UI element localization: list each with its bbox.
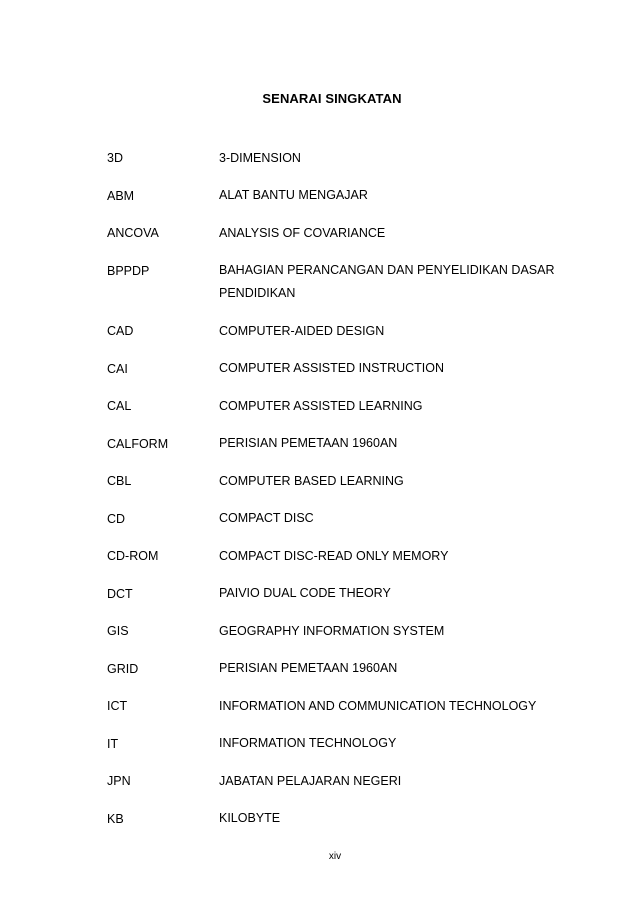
abbreviation-row <box>107 585 567 606</box>
abbreviation-term: CAD <box>107 324 134 338</box>
abbreviation-term: CAL <box>107 399 132 413</box>
abbreviation-row <box>107 510 567 531</box>
abbreviation-definition: COMPUTER ASSISTED LEARNING <box>219 398 423 413</box>
abbreviation-definition: COMPUTER ASSISTED INSTRUCTION <box>219 361 445 375</box>
abbreviation-term: CD-ROM <box>107 549 159 563</box>
abbreviation-definition: COMPUTER BASED LEARNING <box>219 473 404 488</box>
abbreviation-list <box>107 149 567 847</box>
abbreviation-definition: GEOGRAPHY INFORMATION SYSTEM <box>219 623 445 638</box>
abbreviation-row <box>107 435 567 456</box>
abbreviation-term: 3D <box>107 151 123 165</box>
abbreviation-term: CAI <box>107 361 128 376</box>
abbreviation-definition: KILOBYTE <box>219 811 281 825</box>
abbreviation-term: ANCOVA <box>107 226 159 240</box>
abbreviation-term: CBL <box>107 474 132 488</box>
abbreviation-row <box>107 735 567 756</box>
abbreviation-row <box>107 810 567 831</box>
page-title: SENARAI SINGKATAN <box>262 91 402 106</box>
abbreviation-row <box>107 397 567 418</box>
abbreviation-term: IT <box>107 736 119 751</box>
abbreviation-row <box>107 622 567 643</box>
abbreviation-row <box>107 697 567 718</box>
abbreviation-term: CD <box>107 511 126 526</box>
abbreviation-row <box>107 262 567 306</box>
abbreviation-row <box>107 149 567 170</box>
abbreviation-row <box>107 772 567 793</box>
abbreviation-row <box>107 547 567 568</box>
abbreviation-definition: 3-DIMENSION <box>219 150 301 165</box>
abbreviation-definition: COMPUTER-AIDED DESIGN <box>219 323 385 338</box>
abbreviation-definition: JABATAN PELAJARAN NEGERI <box>219 773 402 788</box>
abbreviation-definition: COMPACT DISC <box>219 511 314 525</box>
abbreviation-row <box>107 360 567 381</box>
abbreviation-term: DCT <box>107 586 133 601</box>
abbreviation-row <box>107 322 567 343</box>
abbreviation-term: KB <box>107 811 124 826</box>
abbreviation-row <box>107 187 567 208</box>
abbreviation-row <box>107 472 567 493</box>
abbreviation-definition: INFORMATION TECHNOLOGY <box>219 736 397 750</box>
abbreviation-row <box>107 660 567 681</box>
abbreviation-term: GIS <box>107 624 129 638</box>
abbreviation-definition: PERISIAN PEMETAAN 1960AN <box>219 436 398 450</box>
abbreviation-term: BPPDP <box>107 263 150 278</box>
abbreviation-definition: COMPACT DISC-READ ONLY MEMORY <box>219 548 449 563</box>
abbreviation-term: ICT <box>107 699 128 713</box>
page-number: xiv <box>328 851 342 862</box>
abbreviation-definition: BAHAGIAN PERANCANGAN DAN PENYELIDIKAN DASAR PENDIDIKAN <box>219 263 555 300</box>
abbreviation-term: CALFORM <box>107 436 169 451</box>
abbreviation-definition: PAIVIO DUAL CODE THEORY <box>219 586 391 600</box>
abbreviation-definition: INFORMATION AND COMMUNICATION TECHNOLOGY <box>219 698 537 713</box>
abbreviation-term: GRID <box>107 661 139 676</box>
abbreviation-definition: PERISIAN PEMETAAN 1960AN <box>219 661 398 675</box>
abbreviation-term: JPN <box>107 774 131 788</box>
abbreviation-definition: ANALYSIS OF COVARIANCE <box>219 225 386 240</box>
abbreviation-definition: ALAT BANTU MENGAJAR <box>219 188 368 202</box>
abbreviation-term: ABM <box>107 188 135 203</box>
abbreviation-row <box>107 224 567 245</box>
